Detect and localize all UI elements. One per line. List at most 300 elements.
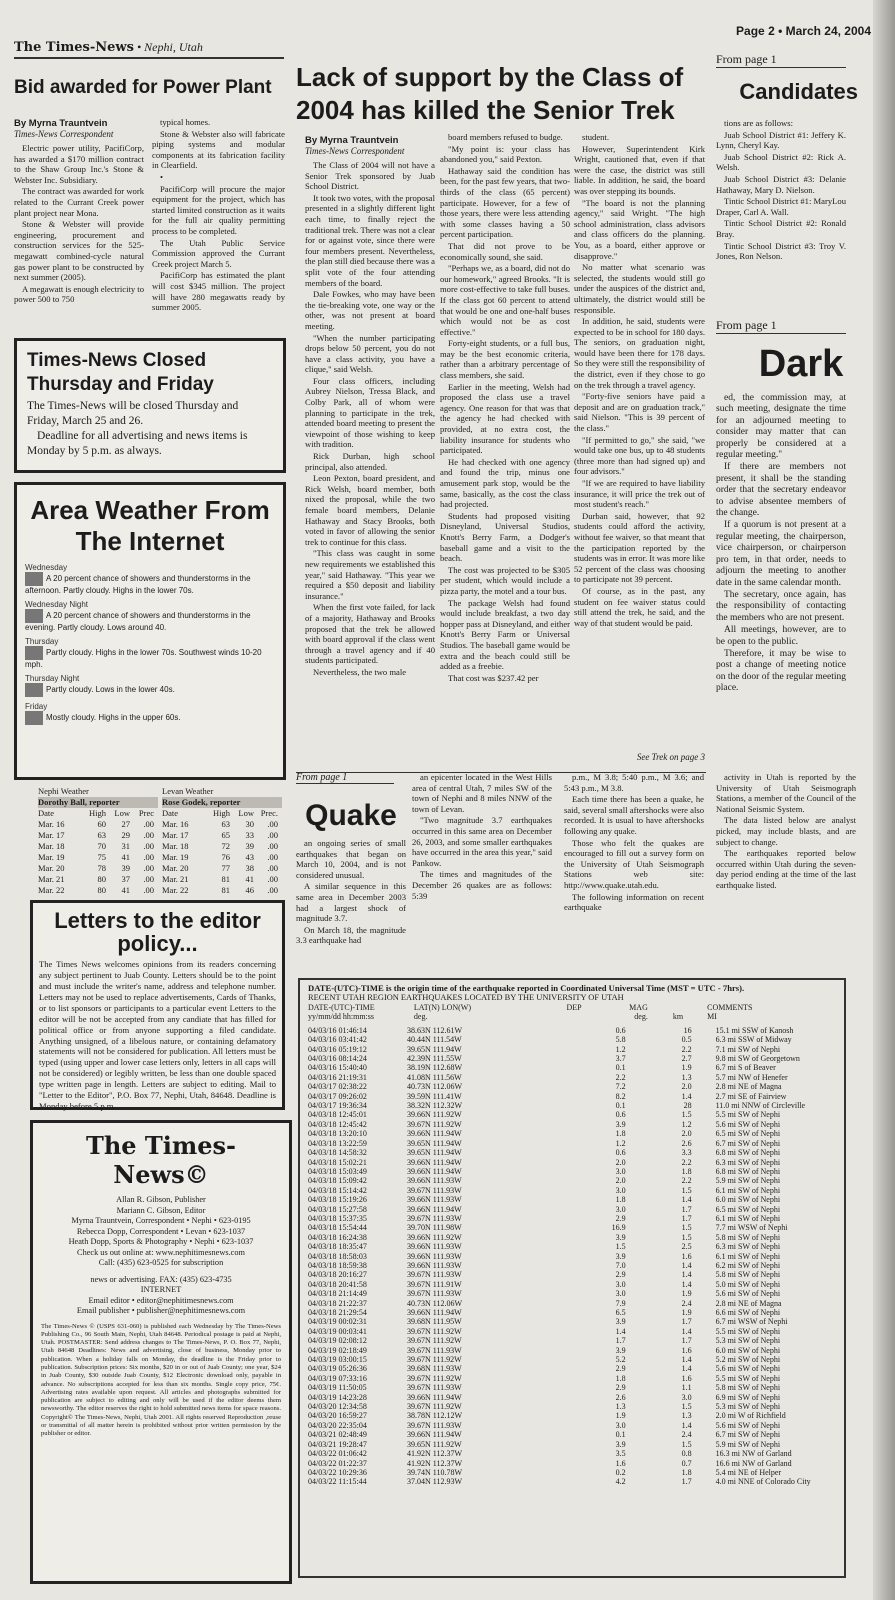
eq-cell: 1.5 (681, 1110, 692, 1120)
paragraph: "Perhaps we, as a board, did not do our homework," agreed Brooks. "It is more cost-effective to take full buses. If the class got 60 percent to attend that would be one and one-half buses which would not be as cost effective." (440, 263, 570, 337)
eq-header-latlon: LAT(N) LON(W) (413, 1003, 472, 1012)
paragraph: The secretary, once again, has the responsibility of contacting the members who are not present. (716, 589, 846, 623)
weather-cell: 70 (97, 841, 106, 851)
weather-row (38, 852, 158, 863)
eq-title: RECENT UTAH REGION EARTHQUAKES LOCATED BY THE UNIVERSITY OF UTAH (308, 993, 624, 1002)
eq-cell: 1.4 (681, 1091, 692, 1101)
eq-row (308, 1280, 836, 1289)
eq-cell: 39.66N 111.94W (406, 1392, 462, 1402)
weather-cell: .00 (267, 885, 278, 895)
eq-intro: DATE-(UTC)-TIME is the origin time of the earthquake reported in Coordinated Universal Time (MST = UTC - 7hrs). (308, 983, 745, 993)
eq-cell: 1.8 (615, 1129, 626, 1139)
paragraph: PacifiCorp will procure the major equipment for the project, which has started limited construction as it waits for the full air quality permitting process to be completed. (152, 183, 285, 236)
eq-cell: 04/03/18 20:41:58 (308, 1279, 367, 1289)
eq-cell: 2.7 mi SE of Fairview (715, 1091, 787, 1101)
staff-line: Myrna Trauntvein, Correspondent • Nephi • 623-0195 (71, 1216, 251, 1225)
eq-cell: 6.3 mi SW of Nephi (715, 1242, 781, 1252)
weather-row (162, 874, 282, 885)
eq-cell: 1.9 (681, 1289, 692, 1299)
eq-cell: 2.9 (615, 1383, 626, 1393)
eq-units (308, 1012, 836, 1021)
eq-row (308, 1336, 836, 1345)
eq-cell: 5.3 mi SW of Nephi (715, 1336, 781, 1346)
weather-cell: 27 (121, 819, 130, 829)
paragraph: The earthquakes reported below occurred within Utah during the seven-day period ending at the time of the last earthquake listed. (716, 848, 856, 890)
staff-lines (41, 1195, 281, 1317)
trek-col1-text (305, 160, 435, 780)
eq-row (308, 1421, 836, 1430)
weather-header-cell: High (89, 808, 106, 818)
earthquake-table (298, 978, 846, 1578)
paragraph: The contract was awarded for work related to the Currant Creek power plant project near Mona. (14, 186, 144, 218)
eq-cell: 38.63N 112.61W (406, 1025, 463, 1035)
eq-cell: 04/03/18 15:09:42 (308, 1176, 367, 1186)
weather-header-cell: Date (38, 808, 55, 818)
weather-cell: .00 (143, 852, 154, 862)
eq-cell: 1.6 (681, 1251, 692, 1261)
eq-cell: 2.4 (681, 1430, 692, 1440)
weather-cell: .00 (143, 863, 154, 873)
eq-row (308, 1440, 836, 1449)
trek-col2 (440, 132, 570, 800)
eq-cell: 39.67N 111.93W (406, 1345, 462, 1355)
closed-title1: Times-News Closed (27, 350, 207, 371)
eq-cell: 04/03/18 13:20:10 (308, 1129, 367, 1139)
eq-cell: 1.4 (681, 1260, 692, 1270)
levan-weather-table (162, 786, 282, 896)
eq-cell: 4.2 (615, 1477, 626, 1487)
weather-cell: .00 (267, 841, 278, 851)
eq-cell: 04/03/19 02:08:12 (308, 1336, 367, 1346)
eq-cell: 39.74N 110.78W (406, 1467, 463, 1477)
eq-cell: 6.9 mi SW of Nephi (715, 1392, 781, 1402)
trek-byline: By Myrna Trauntvein (305, 135, 399, 146)
eq-cell: 1.1 (681, 1383, 692, 1393)
paragraph: PacifiCorp has estimated the plant will cost $345 million. The project will have 280 megawatts ready by summer 2005. (152, 270, 285, 313)
eq-cell: 1.8 (681, 1467, 692, 1477)
eq-cell: 41.92N 112.37W (406, 1458, 463, 1468)
masthead (14, 40, 294, 55)
paragraph: student. (582, 132, 609, 142)
weather-cell: Mar. 20 (38, 863, 65, 873)
weather-cell: .00 (143, 841, 154, 851)
eq-cell: 04/03/18 18:58:03 (308, 1251, 367, 1261)
power-col1-text (14, 143, 144, 306)
eq-cell: 6.3 mi SSW of Midway (715, 1035, 792, 1045)
eq-row (308, 1430, 836, 1439)
eq-cell: 04/03/19 00:02:31 (308, 1317, 367, 1327)
eq-row (308, 1270, 836, 1279)
paragraph: Nevertheless, the two male (313, 666, 407, 677)
weather-cell: 76 (221, 852, 230, 862)
paragraph: Four class officers, including Aubrey Nielson, Tressa Black, and Colby Park, all of whom were planning to participate in the trek, attended board meeting to present the viewpoint of those wishing to keep with tradition. (305, 375, 435, 450)
paragraph: "Two magnitude 3.7 earthquakes occurred in this same area on December 26, 2003, and some smaller earthquakes have occurred in the area this year," said Pankow. (412, 815, 552, 868)
eq-cell: 7.2 (615, 1082, 626, 1092)
eq-cell: 39.66N 111.93W (406, 1176, 462, 1186)
eq-cell: 1.5 (681, 1402, 692, 1412)
masthead-paper: The Times-News (14, 40, 134, 55)
forecast-row (25, 609, 275, 632)
eq-cell: 3.5 (615, 1449, 626, 1459)
eq-row (308, 1299, 836, 1308)
eq-cell: 1.4 (681, 1326, 692, 1336)
eq-cell: 5.0 mi SW of Nephi (715, 1279, 781, 1289)
weather-forecast (25, 563, 275, 725)
eq-cell: 04/03/18 18:59:38 (308, 1260, 367, 1270)
power-byline: By Myrna Trauntvein (14, 118, 108, 129)
weather-cell: 80 (97, 885, 106, 895)
eq-cell: 1.3 (681, 1072, 692, 1082)
eq-cell: 5.8 mi SW of Nephi (715, 1232, 781, 1242)
eq-cell: 37.04N 112.93W (406, 1477, 463, 1487)
paragraph: • (160, 171, 164, 182)
eq-row (308, 1101, 836, 1110)
eq-cell: 1.5 (681, 1232, 692, 1242)
paragraph: If a quorum is not present at a regular meeting, the chairperson, vice chairperson, or chairperson pro tem, in that order, needs to adjourn the meeting to another date in the same calendar month. (716, 520, 846, 588)
eq-cell: 9.8 mi SW of Georgetown (715, 1054, 800, 1064)
paragraph: When the first vote failed, for lack of a majority, Hathaway and Brooks proposed that the trek be allowed with board approval if the class went through a travel agency and if 40 students participated. (305, 602, 435, 666)
eq-cell: 39.65N 111.94W (406, 1044, 462, 1054)
eq-cell: 5.6 mi SW of Nephi (715, 1289, 781, 1299)
eq-row (308, 1317, 836, 1326)
staff-line: Email publisher • publisher@nephitimesnews.com (76, 1306, 246, 1315)
eq-cell: 04/03/18 12:45:01 (308, 1110, 367, 1120)
eq-cell: 1.2 (681, 1119, 692, 1129)
forecast-text: Partly cloudy. Lows in the lower 40s. (46, 685, 175, 695)
eq-cell: 2.8 mi NE of Magna (715, 1298, 782, 1308)
eq-cell: 39.67N 111.92W (406, 1326, 462, 1336)
weather-header-row (162, 808, 282, 819)
forecast-item (25, 563, 275, 595)
eq-row (308, 1045, 836, 1054)
eq-header-mag: MAG (629, 1003, 648, 1012)
paragraph: Students had proposed visiting Disneyland, Universal Studios, Knott's Berry Farm, a Dodger's baseball game and a visit to the beach. (440, 510, 570, 564)
weather-cell: 43 (245, 852, 254, 862)
eq-cell: 39.65N 111.94W (406, 1138, 462, 1148)
weather-header-cell: Prec (138, 808, 154, 818)
eq-cell: 3.9 (615, 1251, 626, 1261)
weather-row (162, 885, 282, 896)
eq-cell: 0.5 (681, 1035, 692, 1045)
weather-row (162, 819, 282, 830)
eq-cell: 2.0 (615, 1157, 626, 1167)
eq-row (308, 1364, 836, 1373)
eq-cell: 04/03/22 10:29:36 (308, 1467, 367, 1477)
eq-cell: 7.1 mi SW of Nephi (715, 1044, 781, 1054)
weather-cell: Mar. 18 (162, 841, 189, 851)
eq-row (308, 1073, 836, 1082)
eq-cell: 04/03/19 14:23:28 (308, 1392, 367, 1402)
forecast-text: A 20 percent chance of showers and thunderstorms in the evening. Partly cloudy. Lows around 40. (25, 611, 251, 633)
eq-cell: 28 (683, 1101, 692, 1111)
trek-col1 (305, 135, 435, 780)
weather-header-cell: Prec. (260, 808, 278, 818)
eq-cell: 2.9 (615, 1270, 626, 1280)
masthead-city: Nephi, Utah (144, 40, 203, 54)
eq-row (308, 1054, 836, 1063)
eq-cell: 5.4 mi NE of Helper (715, 1467, 782, 1477)
eq-cell: 40.73N 112.06W (406, 1082, 463, 1092)
paragraph: Juab School District #2: Rick A. Welsh. (716, 151, 846, 173)
eq-cell: 1.2 (615, 1138, 626, 1148)
nephi-title: Nephi Weather (38, 786, 89, 796)
eq-cell: 3.9 (615, 1439, 626, 1449)
weather-cell: 63 (97, 830, 106, 840)
eq-cell: 04/03/19 11:50:05 (308, 1383, 367, 1393)
eq-cell: 15.1 mi SSW of Kanosh (715, 1025, 794, 1035)
eq-row (308, 1110, 836, 1119)
eq-cell: 04/03/16 03:41:42 (308, 1035, 367, 1045)
eq-row (308, 1308, 836, 1317)
eq-cell: 39.65N 111.94W (406, 1148, 462, 1158)
eq-row (308, 1214, 836, 1223)
paragraph: Tintic School District #3: Troy V. Jones, Ron Nelson. (716, 240, 846, 262)
paragraph: It took two votes, with the proposal presented in a slightly different light each time, to finally reject the traditional trek. There was not a clear for or against vote, since there were four members present. Nevertheless, the plan still died because there was a split vote of the four attending members of the board. (305, 192, 435, 288)
eq-cell: 3.0 (615, 1420, 626, 1430)
eq-row (308, 1129, 836, 1138)
weather-box (14, 482, 286, 780)
eq-cell: 04/03/18 15:02:21 (308, 1157, 367, 1167)
eq-cell: 16.6 mi NW of Garland (715, 1458, 792, 1468)
eq-cell: 1.8 (615, 1373, 626, 1383)
eq-unit-date: yy/mm/dd hh:mm:ss (308, 1012, 375, 1022)
eq-row (308, 1063, 836, 1072)
eq-cell: 39.67N 111.92W (406, 1119, 462, 1129)
weather-icon (25, 646, 43, 660)
paragraph: Earlier in the meeting, Welsh had proposed the class use a travel agency. One reason for that was that the agency he had checked with provided, at no extra cost, the liability insurance for students who participated. (440, 381, 570, 456)
eq-cell: 41.08N 111.56W (406, 1072, 462, 1082)
quake-col1 (296, 838, 406, 968)
eq-cell: 6.5 mi SW of Nephi (715, 1204, 781, 1214)
eq-row (308, 1411, 836, 1420)
eq-cell: 39.67N 111.93W (406, 1185, 462, 1195)
eq-cell: 04/03/18 20:16:27 (308, 1270, 367, 1280)
paragraph: No matter what scenario was selected, the students would still go under the auspices of the district and, ultimately, the district would still be responsible. (574, 262, 705, 315)
eq-cell: 3.7 (615, 1054, 626, 1064)
paragraph: "The board is not the planning agency," said Wright. "The high school administration, class advisors and class officers do the planning. You, as a board, either approve or disapprove." (574, 197, 705, 261)
eq-row (308, 1139, 836, 1148)
eq-cell: 39.66N 111.94W (406, 1204, 462, 1214)
eq-cell: 1.7 (681, 1477, 692, 1487)
weather-cell: Mar. 17 (38, 830, 65, 840)
eq-cell: 04/03/19 00:03:41 (308, 1326, 367, 1336)
eq-unit-mi: MI (707, 1012, 717, 1022)
eq-cell: 6.1 mi SW of Nephi (715, 1213, 781, 1223)
eq-cell: 39.67N 111.92W (406, 1336, 462, 1346)
eq-cell: 04/03/18 12:45:42 (308, 1119, 367, 1129)
dark-headline: Dark (758, 343, 844, 385)
paragraph: p.m., M 3.8; 5:40 p.m., M 3.6; and 5:43 p.m., M 3.8. (564, 772, 704, 793)
paragraph: That cost was $237.42 per (448, 672, 539, 683)
eq-cell: 5.7 mi NW of Henefer (715, 1072, 788, 1082)
weather-row (38, 885, 158, 896)
weather-row (38, 841, 158, 852)
eq-cell: 3.9 (615, 1119, 626, 1129)
eq-cell: 3.0 (615, 1166, 626, 1176)
eq-cell: 04/03/18 18:35:47 (308, 1242, 367, 1252)
forecast-label: Wednesday Night (25, 600, 88, 610)
eq-cell: 04/03/18 15:27:58 (308, 1204, 367, 1214)
forecast-row (25, 646, 275, 669)
eq-cell: 04/03/16 08:14:24 (308, 1054, 367, 1064)
eq-unit-latlon: deg. (413, 1012, 428, 1022)
eq-row (308, 1346, 836, 1355)
staff-logo: The Times-News© (85, 1131, 237, 1189)
eq-cell: 6.0 mi SW of Nephi (715, 1195, 781, 1205)
eq-row (308, 1026, 836, 1035)
eq-row (308, 1383, 836, 1392)
paragraph: A megawatt is enough electricity to power 500 to 750 (14, 283, 144, 305)
eq-cell: 39.67N 111.93W (406, 1420, 462, 1430)
eq-cell: 5.2 (615, 1355, 626, 1365)
eq-cell: 5.8 mi SW of Nephi (715, 1383, 781, 1393)
eq-row (308, 1092, 836, 1101)
eq-row (308, 1355, 836, 1364)
eq-cell: 6.0 mi SW of Nephi (715, 1345, 781, 1355)
eq-cell: 2.5 (681, 1242, 692, 1252)
quake-col3 (564, 772, 704, 968)
eq-row (308, 1148, 836, 1157)
eq-cell: 6.5 mi SW of Nephi (715, 1129, 781, 1139)
eq-cell: 39.67N 111.92W (406, 1355, 462, 1365)
eq-cell: 39.66N 111.92W (406, 1110, 462, 1120)
levan-title: Levan Weather (162, 786, 214, 796)
paragraph: Therefore, it may be wise to post a change of meeting notice on the door of the regular meeting place. (716, 648, 846, 694)
eq-cell: 04/03/18 21:22:37 (308, 1298, 367, 1308)
eq-cell: 1.4 (681, 1279, 692, 1289)
forecast-label: Friday (25, 702, 48, 712)
eq-cell: 04/03/17 02:38:22 (308, 1082, 367, 1092)
eq-row (308, 1205, 836, 1214)
weather-title: Area Weather From The Internet (30, 495, 270, 557)
paragraph: Electric power utility, PacifiCorp, has awarded a $170 million contract to the Shaw Group Inc.'s Stone & Webster Inc. Subsidiary. (14, 143, 144, 185)
eq-cell: 04/03/18 15:14:42 (308, 1185, 367, 1195)
eq-cell: 2.0 mi W of Richfield (715, 1411, 786, 1421)
trek-role: Times-News Correspondent (305, 146, 405, 156)
eq-cell: 04/03/17 19:36:34 (308, 1101, 367, 1111)
eq-cell: 6.3 mi SW of Nephi (715, 1157, 781, 1167)
weather-cell: 60 (97, 819, 106, 829)
paragraph: If there are members not present, it shall be the standing order that the secretary endeavor to advise absentee members of the change. (716, 462, 846, 519)
paragraph: That did not prove to be economically sound, she said. (440, 240, 570, 262)
eq-cell: 1.7 (681, 1336, 692, 1346)
eq-cell: 04/03/18 15:54:44 (308, 1223, 367, 1233)
weather-cell: 39 (245, 841, 254, 851)
eq-cell: 6.7 mi SW of Nephi (715, 1430, 781, 1440)
eq-row (308, 1082, 836, 1091)
forecast-text: Partly cloudy. Highs in the lower 70s. Southwest winds 10-20 mph. (25, 648, 262, 670)
closed-body2: Deadline for all advertising and news items is Monday by 5 p.m. as always. (27, 429, 248, 457)
eq-cell: 6.8 mi SW of Nephi (715, 1166, 781, 1176)
weather-header-cell: High (213, 808, 230, 818)
weather-cell: Mar. 19 (162, 852, 189, 862)
eq-cell: 5.6 mi SW of Nephi (715, 1420, 781, 1430)
closed-body1: The Times-News will be closed Thursday and Friday, March 25 and 26. (27, 399, 239, 427)
eq-row (308, 1167, 836, 1176)
eq-cell: 2.7 (681, 1054, 692, 1064)
eq-cell: 1.3 (681, 1411, 692, 1421)
eq-cell: 39.66N 111.94W (406, 1308, 462, 1317)
forecast-label: Thursday (25, 637, 59, 647)
eq-row (308, 1233, 836, 1242)
eq-cell: 16.3 mi NW of Garland (715, 1449, 792, 1459)
eq-cell: 1.8 (615, 1195, 626, 1205)
eq-cell: 04/03/20 12:34:58 (308, 1402, 367, 1412)
eq-cell: 0.6 (615, 1148, 626, 1158)
eq-cell: 2.6 (681, 1138, 692, 1148)
weather-header-cell: Date (162, 808, 179, 818)
eq-cell: 7.0 (615, 1260, 626, 1270)
eq-cell: 6.7 mi SW of Nephi (715, 1138, 781, 1148)
eq-cell: 39.67N 111.93W (406, 1383, 462, 1393)
paragraph: Tintic School District #2: Ronald Bray. (716, 218, 846, 239)
weather-row (38, 863, 158, 874)
weather-cell: .00 (143, 819, 154, 829)
weather-header-row (38, 808, 158, 819)
paragraph: The following information on recent earthquake (564, 891, 704, 913)
weather-cell: 81 (221, 885, 230, 895)
weather-icon (25, 683, 43, 697)
eq-cell: 04/03/19 03:00:15 (308, 1355, 367, 1365)
eq-cell: 38.32N 112.32W (406, 1101, 463, 1111)
eq-cell: 0.1 (615, 1101, 626, 1111)
closed-box (14, 338, 286, 473)
weather-cell: .00 (143, 874, 154, 884)
power-col1 (14, 118, 144, 306)
quake-from: From page 1 (296, 772, 394, 784)
weather-header-cell: Low (238, 808, 254, 818)
staff-line: Rebecca Dopp, Correspondent • Levan • 623-1037 (76, 1226, 246, 1236)
eq-cell: 1.7 (615, 1336, 626, 1346)
eq-cell: 4.0 mi NNE of Colorado City (715, 1477, 811, 1487)
eq-cell: 5.3 mi SW of Nephi (715, 1402, 781, 1412)
page-label: Page 2 • March 24, 2004 (736, 24, 871, 38)
eq-cell: 04/03/22 01:22:37 (308, 1458, 367, 1468)
eq-row (308, 1223, 836, 1232)
eq-cell: 5.8 mi SW of Nephi (715, 1270, 781, 1280)
weather-icon (25, 711, 43, 725)
paragraph: Leon Pexton, board president, and Rick Welsh, board member, both nixed the proposal, while the two female board members, Delanie Hathaway and Stacy Brooks, both voted in favor of allowing the senior trek to continue for this class. (305, 473, 435, 547)
eq-cell: 1.7 (681, 1317, 692, 1327)
eq-cell: 38.78N 112.12W (406, 1411, 463, 1421)
paragraph: Forty-eight students, or a full bus, may be the best economic criteria, rather than a arbitrary percentage of class members, she said. (440, 338, 570, 381)
eq-cell: 04/03/18 21:14:49 (308, 1289, 367, 1299)
eq-cell: 04/03/16 15:40:40 (308, 1063, 367, 1073)
eq-cell: 6.1 mi SW of Nephi (715, 1185, 781, 1195)
eq-cell: 3.0 (615, 1289, 626, 1299)
eq-cell: 2.0 (681, 1129, 692, 1139)
paragraph: On March 18, the magnitude 3.3 earthquake had (296, 924, 406, 946)
forecast-label: Wednesday (25, 563, 68, 573)
paragraph: Durban said, however, that 92 students could afford the activity, without fee waiver, so that meant that the participation reported by the students was in error. It was more like 52 percent of the class was choosing to participate not 39 percent. (574, 510, 705, 585)
paragraph: ed, the commission may, at such meeting, designate the time for an adjourned meeting to consider may matter that can properly be considered at a regular meeting." (716, 393, 846, 461)
quake-col2 (412, 772, 552, 968)
eq-cell: 04/03/16 01:46:14 (308, 1025, 367, 1035)
staff-line: news or advertising. FAX: (435) 623-4735 (90, 1274, 232, 1284)
page-edge-shadow (873, 0, 895, 1600)
weather-cell: 39 (121, 863, 130, 873)
eq-cell: 6.1 mi SW of Nephi (715, 1251, 781, 1261)
eq-cell: 38.19N 112.68W (406, 1063, 463, 1073)
eq-cell: 5.2 mi SW of Nephi (715, 1355, 781, 1365)
eq-cell: 39.70N 111.98W (406, 1223, 462, 1233)
eq-cell: 3.0 (615, 1279, 626, 1289)
eq-header-date: DATE-(UTC)-TIME (308, 1003, 375, 1012)
eq-cell: 1.6 (681, 1345, 692, 1355)
eq-cell: 1.8 (681, 1166, 692, 1176)
paragraph: Dale Fowkes, who may have been the tie-breaking vote, one way or the other, was not present at board meeting. (305, 289, 435, 331)
eq-cell: 6.2 mi SW of Nephi (715, 1260, 781, 1270)
